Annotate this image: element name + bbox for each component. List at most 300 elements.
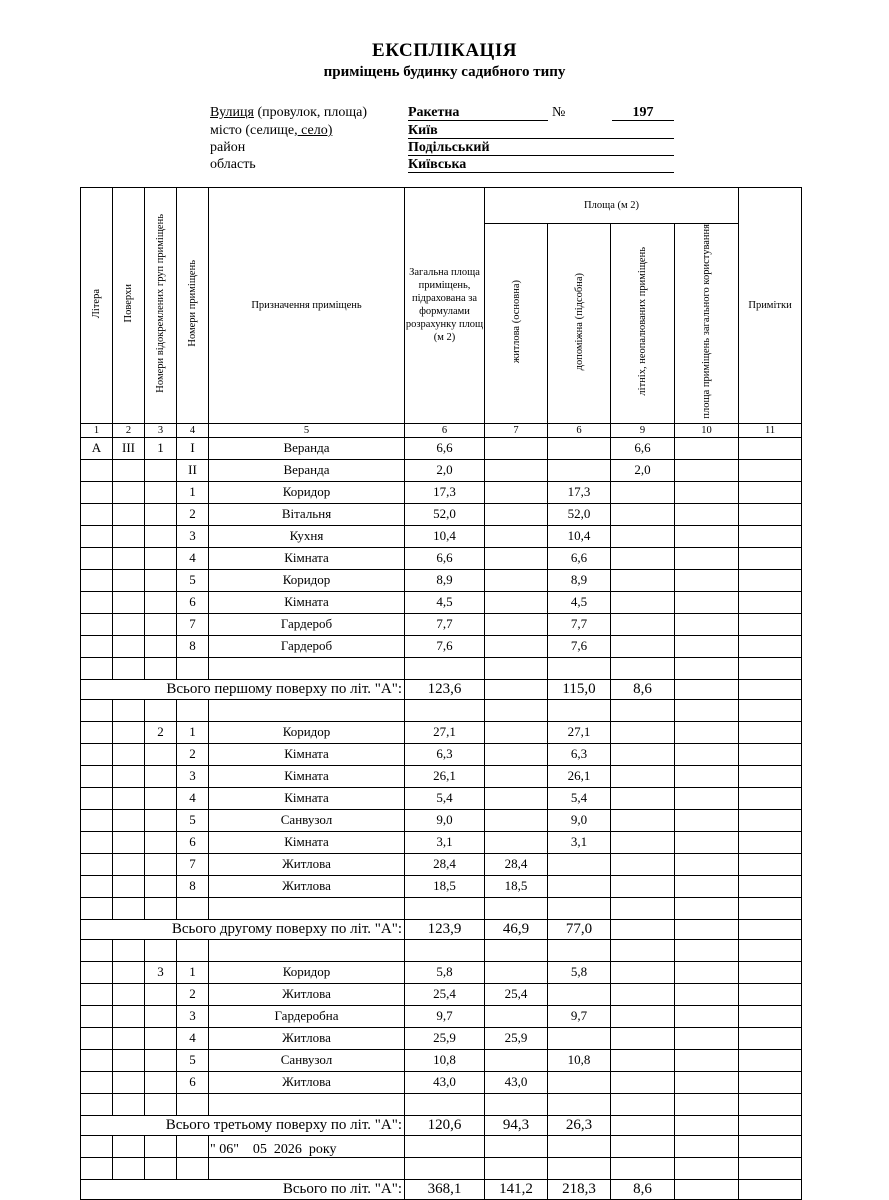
subtotal-cell: 8,6 [611,1179,675,1199]
table-cell [145,503,177,525]
table-cell [145,787,177,809]
table-cell [485,613,548,635]
table-cell [611,657,675,679]
table-cell: 25,4 [485,983,548,1005]
table-cell: 5 [177,569,209,591]
table-cell [739,1093,802,1115]
table-cell [145,1157,177,1179]
table-cell [739,897,802,919]
table-cell [81,897,113,919]
table-cell [113,459,145,481]
table-cell [485,569,548,591]
table-cell [81,853,113,875]
table-cell: 7 [177,853,209,875]
table-cell [209,1093,405,1115]
table-cell [485,437,548,459]
table-cell [113,721,145,743]
subtotal-label: Всього другому поверху по літ. "А": [81,919,405,939]
table-cell: 18,5 [405,875,485,897]
table-cell [485,1005,548,1027]
table-row [81,1135,802,1157]
table-cell [177,699,209,721]
header-living: житлова (основна) [485,224,548,424]
table-cell [739,503,802,525]
table-cell [675,897,739,919]
table-cell [548,939,611,961]
table-cell [81,503,113,525]
table-cell [739,437,802,459]
table-cell [739,459,802,481]
number-label: № [552,105,566,120]
table-cell [405,939,485,961]
table-cell [739,591,802,613]
table-cell [113,787,145,809]
table-cell [611,699,675,721]
table-cell: Житлова [209,983,405,1005]
table-cell [675,525,739,547]
subtotal-cell [739,1115,802,1135]
table-cell: Житлова [209,1071,405,1093]
table-cell [611,547,675,569]
subtotal-cell: 94,3 [485,1115,548,1135]
table-cell [113,983,145,1005]
table-cell [81,875,113,897]
table-cell [113,809,145,831]
table-cell [548,1027,611,1049]
table-cell [675,1093,739,1115]
table-cell: Вітальня [209,503,405,525]
table-cell [739,743,802,765]
table-cell [209,939,405,961]
table-cell [145,1071,177,1093]
table-cell: 5,4 [548,787,611,809]
subtotal-cell [675,919,739,939]
table-cell [548,1135,611,1157]
table-cell [611,1071,675,1093]
district-value: Подільський [408,140,674,156]
subtotal-cell: 218,3 [548,1179,611,1199]
table-cell [81,525,113,547]
table-cell [485,1093,548,1115]
table-cell [739,875,802,897]
table-cell [81,1005,113,1027]
table-cell: 26,1 [405,765,485,787]
table-row [81,897,802,919]
table-cell: 2,0 [405,459,485,481]
table-row [81,699,802,721]
table-cell [739,1135,802,1157]
table-cell [485,809,548,831]
table-cell [405,1157,485,1179]
table-cell [81,591,113,613]
table-cell: 9,0 [405,809,485,831]
subtotal-cell [675,1115,739,1135]
table-cell: 4 [177,787,209,809]
table-cell [548,1093,611,1115]
table-cell: 1 [145,437,177,459]
table-cell [81,1027,113,1049]
table-cell [611,983,675,1005]
table-cell [81,1093,113,1115]
table-cell: 3,1 [405,831,485,853]
subtotal-label: Всього третьому поверху по літ. "А": [81,1115,405,1135]
table-cell [81,657,113,679]
table-cell [81,721,113,743]
table-cell: 7 [177,613,209,635]
table-cell [145,525,177,547]
table-cell [485,591,548,613]
table-cell: 2 [177,743,209,765]
table-cell: 1 [177,481,209,503]
table-cell [485,657,548,679]
table-cell [113,875,145,897]
region-value: Київська [408,157,674,173]
table-cell [675,635,739,657]
header-purpose: Призначення приміщень [209,188,405,424]
table-cell: Кімната [209,831,405,853]
table-cell [485,635,548,657]
table-cell [548,983,611,1005]
document-title: ЕКСПЛІКАЦІЯ [372,40,517,61]
table-row [81,547,802,569]
table-cell [675,939,739,961]
table-cell [739,699,802,721]
table-cell: 2 [145,721,177,743]
table-cell [485,743,548,765]
table-cell [145,853,177,875]
table-cell: I [177,437,209,459]
header-common: площа приміщень загального користування [675,224,739,424]
table-cell: 10,4 [548,525,611,547]
table-cell [739,525,802,547]
street-value: Ракетна [408,105,548,121]
table-cell: 27,1 [548,721,611,743]
table-cell [145,765,177,787]
region-label: область [210,157,256,172]
table-cell [177,657,209,679]
table-cell: 6,6 [405,547,485,569]
table-cell: 8,9 [548,569,611,591]
table-cell: 10,8 [405,1049,485,1071]
table-cell [113,699,145,721]
column-number: 2 [113,423,145,437]
table-cell: 6,3 [405,743,485,765]
table-cell [675,765,739,787]
table-cell [548,875,611,897]
table-cell [675,1049,739,1071]
explication-table [80,187,801,1200]
table-cell [177,897,209,919]
table-cell: 26,1 [548,765,611,787]
table-cell [675,961,739,983]
table-cell [485,765,548,787]
column-number: 3 [145,423,177,437]
table-cell [177,1157,209,1179]
table-cell [145,657,177,679]
table-cell [675,1071,739,1093]
table-cell: 18,5 [485,875,548,897]
city-label-b: село) [297,123,333,138]
table-cell [145,591,177,613]
table-cell [113,765,145,787]
table-cell: Кімната [209,591,405,613]
table-cell [675,569,739,591]
table-cell [485,721,548,743]
document-subtitle: приміщень будинку садибного типу [323,64,566,80]
column-number: 6 [405,423,485,437]
table-cell [739,569,802,591]
table-cell [81,961,113,983]
table-cell [485,547,548,569]
table-row [81,525,802,547]
table-cell [485,525,548,547]
subtotal-row [81,679,802,699]
table-cell: Кухня [209,525,405,547]
table-cell: Веранда [209,437,405,459]
table-cell [81,613,113,635]
table-cell [485,787,548,809]
table-cell [611,961,675,983]
table-cell: 27,1 [405,721,485,743]
table-cell [675,787,739,809]
table-cell [145,1049,177,1071]
table-cell: Кімната [209,743,405,765]
table-cell [145,481,177,503]
table-cell: 7,7 [548,613,611,635]
table-cell [113,657,145,679]
table-cell [739,635,802,657]
table-cell [485,503,548,525]
table-cell [675,1157,739,1179]
table-cell [739,481,802,503]
table-cell [145,939,177,961]
table-cell [81,809,113,831]
table-cell [548,699,611,721]
table-cell [81,635,113,657]
table-cell [113,503,145,525]
table-row [81,765,802,787]
subtotal-cell [675,1179,739,1199]
table-cell [113,591,145,613]
table-cell [548,1157,611,1179]
table-cell [81,547,113,569]
table-cell [611,591,675,613]
table-cell: Житлова [209,853,405,875]
header-summer: літніх, неопалюваних приміщень [611,224,675,424]
table-cell [177,1093,209,1115]
header-total-area: Загальна площа приміщень, підрахована за формулами розрахунку площ (м 2) [405,188,485,424]
table-row [81,503,802,525]
table-cell [611,1027,675,1049]
table-cell [81,1071,113,1093]
table-cell [81,787,113,809]
table-cell: 5,8 [405,961,485,983]
table-cell [485,459,548,481]
table-cell [675,1135,739,1157]
table-cell [145,743,177,765]
table-cell [739,983,802,1005]
table-row [81,1157,802,1179]
table-cell [113,1093,145,1115]
table-cell [675,1005,739,1027]
table-cell [113,525,145,547]
table-cell [113,897,145,919]
column-number-row [81,423,802,437]
table-row [81,809,802,831]
table-cell [739,1027,802,1049]
table-cell [145,459,177,481]
table-row [81,743,802,765]
table-cell: 25,9 [405,1027,485,1049]
table-cell [145,1093,177,1115]
table-cell [145,699,177,721]
table-cell: 4,5 [405,591,485,613]
table-cell [675,459,739,481]
table-cell [739,1005,802,1027]
table-cell [177,939,209,961]
table-cell [611,569,675,591]
column-number: 7 [485,423,548,437]
table-cell [145,897,177,919]
table-cell: 28,4 [405,853,485,875]
table-cell [675,831,739,853]
table-cell: 9,7 [548,1005,611,1027]
table-cell: 2 [177,503,209,525]
table-cell [81,939,113,961]
table-cell [675,983,739,1005]
table-cell [145,569,177,591]
subtotal-cell: 141,2 [485,1179,548,1199]
table-cell: 3 [177,525,209,547]
table-cell [81,983,113,1005]
table-cell: 9,7 [405,1005,485,1027]
table-cell [611,875,675,897]
table-cell: 10,8 [548,1049,611,1071]
column-number: 11 [739,423,802,437]
table-cell [113,961,145,983]
table-cell [113,853,145,875]
column-number: 6 [548,423,611,437]
table-cell [739,853,802,875]
table-cell: Коридор [209,569,405,591]
table-cell [81,743,113,765]
subtotal-cell: 8,6 [611,679,675,699]
table-cell: Житлова [209,1027,405,1049]
table-cell [739,657,802,679]
table-cell [611,1005,675,1027]
table-cell: 6,6 [611,437,675,459]
header-area-group: Площа (м 2) [485,188,739,224]
table-cell: 17,3 [548,481,611,503]
table-cell [485,939,548,961]
table-cell: 52,0 [405,503,485,525]
table-cell [675,809,739,831]
table-cell [611,897,675,919]
column-number: 1 [81,423,113,437]
column-number: 5 [209,423,405,437]
city-value: Київ [408,123,674,139]
table-cell [145,635,177,657]
table-cell: 25,9 [485,1027,548,1049]
table-cell [81,699,113,721]
table-cell [485,831,548,853]
table-cell: Веранда [209,459,405,481]
table-cell [675,875,739,897]
table-cell: Санвузол [209,809,405,831]
table-cell [675,1027,739,1049]
subtotal-cell [485,679,548,699]
column-number: 10 [675,423,739,437]
table-cell [145,1005,177,1027]
table-cell [113,1005,145,1027]
table-cell [548,657,611,679]
table-cell [611,503,675,525]
subtotal-row [81,1179,802,1199]
table-cell: Кімната [209,547,405,569]
table-cell [611,635,675,657]
table-cell [145,809,177,831]
table-cell [675,657,739,679]
subtotal-cell: 115,0 [548,679,611,699]
table-cell: Санвузол [209,1049,405,1071]
table-cell [675,743,739,765]
subtotal-cell: 26,3 [548,1115,611,1135]
table-cell: 7,6 [405,635,485,657]
table-cell [611,787,675,809]
table-cell [209,657,405,679]
table-cell [611,1135,675,1157]
table-cell [485,961,548,983]
table-cell: 3 [177,765,209,787]
table-row [81,831,802,853]
table-cell: 6 [177,1071,209,1093]
table-cell [113,831,145,853]
table-cell: 6 [177,831,209,853]
table-cell [739,1157,802,1179]
table-row [81,939,802,961]
table-row [81,481,802,503]
table-cell [611,613,675,635]
table-cell: 43,0 [405,1071,485,1093]
table-cell: 6,6 [548,547,611,569]
table-cell [611,939,675,961]
header-notes: Примітки [739,188,802,424]
table-cell [485,897,548,919]
document-date: " 06" 05 2026 року [210,1142,337,1157]
table-cell [145,983,177,1005]
table-cell [739,939,802,961]
table-row [81,635,802,657]
table-cell [81,1049,113,1071]
table-cell [145,613,177,635]
table-cell [113,613,145,635]
table-row [81,657,802,679]
table-cell [611,525,675,547]
table-cell: 7,7 [405,613,485,635]
header-litera: Літера [81,188,113,424]
table-cell [113,635,145,657]
table-cell [675,503,739,525]
table-cell: 10,4 [405,525,485,547]
subtotal-cell [739,919,802,939]
table-cell [675,613,739,635]
table-cell: 9,0 [548,809,611,831]
table-cell [548,437,611,459]
table-cell [548,853,611,875]
table-row [81,983,802,1005]
table-cell: 6 [177,591,209,613]
table-cell [113,1157,145,1179]
